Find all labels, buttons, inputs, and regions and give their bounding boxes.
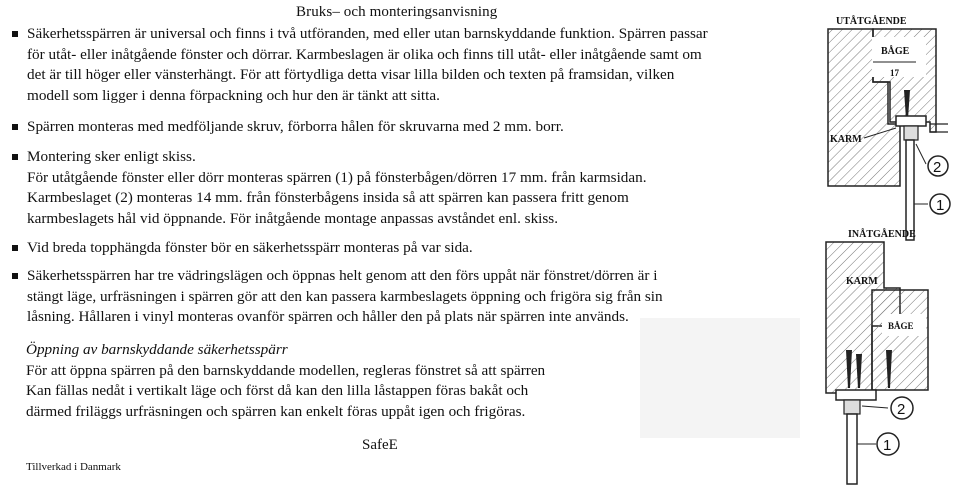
sash-label: BÅGE — [881, 46, 910, 57]
bullet-marker — [12, 245, 18, 251]
lock-bracket — [844, 400, 860, 414]
lock-bracket — [904, 126, 918, 140]
bullet-paragraph — [12, 24, 820, 106]
inward-heading: INÅTGÅENDE — [848, 229, 916, 240]
text-line: modell som ligger i denna förpackning och hur den är tänkt att sitta. — [27, 86, 440, 104]
frame-label: KARM — [846, 276, 878, 287]
callout-1-label: 1 — [936, 197, 945, 214]
security-rod — [847, 414, 857, 484]
frame-bracket — [896, 116, 926, 126]
child-safety-heading: Öppning av barnskyddande säkerhetsspärr — [26, 341, 288, 358]
sash-profile — [872, 290, 928, 390]
frame-label: KARM — [830, 134, 862, 145]
text-line: Montering sker enligt skiss. — [27, 148, 196, 165]
text-line: Säkerhetsspärren har tre vädringslägen och öppnas helt genom att den förs uppåt när fönstret/dörren är i — [27, 267, 658, 284]
dimension-label: 17 — [890, 68, 899, 78]
callout-2-label: 2 — [933, 159, 942, 176]
text-line: Karmbeslaget (2) monteras 14 mm. från fönsterbågens insida så att spärren kan passera fritt genom — [27, 189, 629, 206]
text-line: Spärren monteras med medföljande skruv, förborra hålen för skruvarna med 2 mm. borr. — [27, 118, 564, 135]
text-line: det är till höger eller vänsterhängt. För att förtydliga detta visar lilla bilden och texten på framsidan, vilken — [27, 66, 675, 83]
security-rod — [906, 140, 914, 240]
bullet-marker — [12, 273, 18, 279]
callout-2-label: 2 — [897, 401, 906, 418]
outward-mounting-diagram — [818, 4, 958, 242]
callout-1-label: 1 — [883, 437, 892, 454]
text-line: Kan fällas nedåt i vertikalt läge och först då kan den lilla låstappen föras bakåt och — [26, 382, 529, 399]
text-line: För att öppna spärren på den barnskyddande modellen, regleras fönstret så att spärren — [26, 361, 546, 379]
text-line: Säkerhetsspärren är universal och finns i två utföranden, med eller utan barnskyddande funktion. Spärren passar — [27, 25, 708, 42]
made-in-label: Tillverkad i Danmark — [26, 461, 121, 473]
bullet-marker — [12, 124, 18, 130]
text-line: karmbeslagets hål vid öppnande. För inåtgående montage anpassas avståndet enl. skiss. — [27, 209, 559, 227]
text-line: Vid breda topphängda fönster bör en säkerhetsspärr monteras på var sida. — [27, 239, 473, 256]
document-title: Bruks– och monteringsanvisning — [296, 4, 498, 20]
bullet-paragraph — [12, 147, 820, 229]
bullet-marker — [12, 154, 18, 160]
text-line: för utåt- eller inåtgående fönster och dörrar. Karmbeslagen är olika och finns till utåt- eller inåtgående samt om — [27, 45, 702, 63]
text-line: därmed friläggs urfräsningen och spärren kan enkelt föras uppåt igen och frigöras. — [26, 402, 526, 420]
text-line: låsning. Hållaren i vinyl monteras ovanför spärren och håller den på plats när spärren inte används. — [27, 308, 629, 325]
text-line: stängt läge, urfräsningen i spärren gör att den kan passera karmbeslagets öppning och frigöra sig från sin — [27, 287, 663, 305]
inward-mounting-diagram — [640, 228, 958, 485]
bullet-marker — [12, 31, 18, 37]
sash-label: BÅGE — [888, 321, 914, 331]
frame-bracket — [836, 390, 876, 400]
bullet-paragraph — [12, 117, 820, 138]
outward-heading: UTÅTGÅENDE — [836, 16, 907, 27]
brand-name: SafeE — [362, 437, 398, 453]
child-safety-section — [26, 340, 545, 422]
text-line: För utåtgående fönster eller dörr monteras spärren (1) på fönsterbågen/dörren 17 mm. från karmsidan. — [27, 168, 647, 186]
